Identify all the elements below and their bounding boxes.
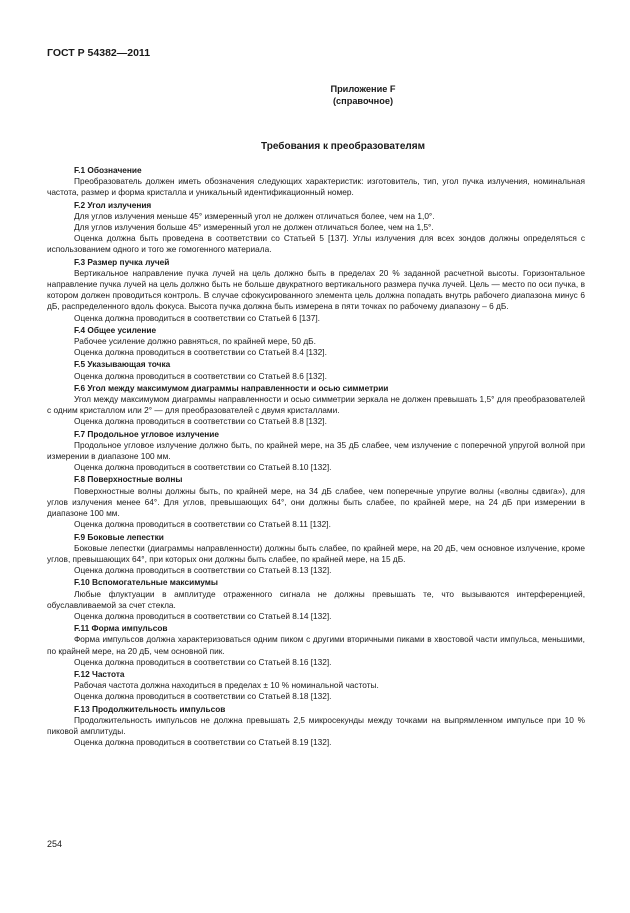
- paragraph: Оценка должна проводиться в соответствии со Статьей 8.6 [132].: [74, 370, 327, 381]
- paragraph: Форма импульсов должна характеризоваться одним пиком с другими вторичными пиками в хвостовой части импульса, меньшими, по крайней мере, на 20 дБ, чем основной пик.: [47, 634, 585, 656]
- paragraph: Любые флуктуации в амплитуде отраженного сигнала не должны превышать те, что вызываются интерференцией, обуславливаемой за счет стекла.: [47, 588, 585, 610]
- section-title: F.13 Продолжительность импульсов: [74, 703, 226, 714]
- section-title: F.7 Продольное угловое излучение: [74, 428, 219, 439]
- section-title: F.4 Общее усиление: [74, 324, 157, 335]
- section: [47, 669, 585, 703]
- section: [47, 359, 585, 381]
- paragraph: Рабочее усиление должно равняться, по крайней мере, 50 дБ.: [74, 336, 316, 347]
- paragraph: Поверхностные волны должны быть, по крайней мере, на 34 дБ слабее, чем поперечные упругие волны («волны сдвига»), для углов излучения менее 64°. Для углов, превышающих 64°, они должны быть слабее, по крайней мере, на 24 дБ при измерении в диапазоне 100 мм.: [47, 485, 585, 519]
- section: [47, 200, 585, 256]
- page-title: Требования к преобразователям: [261, 141, 425, 152]
- paragraph: Оценка должна проводиться в соответствии со Статьей 8.11 [132].: [74, 519, 331, 530]
- section-title: F.2 Угол излучения: [74, 199, 152, 210]
- paragraph: Угол между максимумом диаграммы направленности и осью симметрии зеркала не должен превышать 1,5° для преобразователей с одним кристаллом или 2° — для преобразователей с двумя кристаллами.: [47, 394, 585, 416]
- paragraph: Оценка должна проводиться в соответствии со Статьей 8.19 [132].: [74, 737, 332, 748]
- section: [47, 704, 585, 749]
- paragraph: Вертикальное направление пучка лучей на цель должно быть в пределах 20 % заданной расчетной высоты. Горизонтальное направление пучка лучей на цель должно быть не больше двукратного вертикального размера пучка лучей. Цель — место по оси пучка, в котором должен проводиться контроль. В случае сфокусированного элемента цель должна попадать внутрь рабочего диапазона минус 6 дБ, распределенного вдоль фокуса. Высота пучка должна быть измерена в пяти точках по рабочему диапазону – 6 дБ.: [47, 267, 585, 312]
- paragraph: Для углов излучения меньше 45° измеренный угол не должен отличаться более, чем на 1,0°.: [74, 210, 435, 221]
- section-title: F.9 Боковые лепестки: [74, 531, 164, 542]
- section-title: F.12 Частота: [74, 668, 125, 679]
- annex-type: (справочное): [332, 96, 393, 106]
- paragraph: Продолжительность импульсов не должна превышать 2,5 микросекунды между точками на выпрямленном импульсе при 10 % пиковой амплитуды.: [47, 714, 585, 736]
- paragraph: Оценка должна проводиться в соответствии со Статьей 8.8 [132].: [74, 416, 327, 427]
- paragraph: Оценка должна проводиться в соответствии со Статьей 8.13 [132].: [74, 565, 332, 576]
- section: [47, 383, 585, 428]
- annex-heading: [0, 83, 630, 107]
- paragraph: Оценка должна проводиться в соответствии со Статьей 8.14 [132].: [74, 610, 332, 621]
- paragraph: Оценка должна проводиться в соответствии со Статьей 8.16 [132].: [74, 656, 332, 667]
- section: [47, 532, 585, 577]
- paragraph: Оценка должна проводиться в соответствии со Статьей 8.10 [132].: [74, 462, 332, 473]
- paragraph: Боковые лепестки (диаграммы направленности) должны быть слабее, по крайней мере, на 20 дБ, чем основное излучение, кроме углов, превышающих 64°, при которых они должны быть слабее, по крайней мере, на 15 дБ.: [47, 542, 585, 564]
- section-title: F.1 Обозначение: [74, 165, 142, 175]
- section-title: F.3 Размер пучка лучей: [74, 256, 170, 267]
- section-title: F.5 Указывающая точка: [74, 359, 171, 370]
- paragraph: Оценка должна проводиться в соответствии со Статьей 8.4 [132].: [74, 347, 327, 358]
- section-title: F.8 Поверхностные волны: [74, 474, 183, 485]
- section-title: F.11 Форма импульсов: [74, 623, 168, 634]
- section: [47, 165, 585, 199]
- paragraph: Оценка должна быть проведена в соответствии со Статьей 5 [137]. Углы излучения для всех зондов должны определяться с использованием одного и того же гомогенного материала.: [47, 233, 585, 255]
- section: [47, 474, 585, 530]
- section-title: F.10 Вспомогательные максимумы: [74, 577, 218, 588]
- section: [47, 429, 585, 474]
- section: [47, 577, 585, 622]
- paragraph: Для углов излучения больше 45° измеренный угол не должен отличаться более, чем на 1,5°.: [74, 222, 434, 233]
- section-title: F.6 Угол между максимумом диаграммы направленности и осью симметрии: [74, 382, 389, 393]
- paragraph: Преобразователь должен иметь обозначения следующих характеристик: изготовитель, тип, угол пучка излучения, номинальная частота, размер и форма кристалла и уникальный идентификационный номер.: [47, 176, 585, 198]
- document-header: ГОСТ Р 54382—2011: [47, 47, 151, 59]
- annex-label: Приложение F: [330, 84, 396, 94]
- document-body: [47, 164, 585, 748]
- paragraph: Оценка должна проводиться в соответствии со Статьей 6 [137].: [74, 312, 320, 323]
- paragraph: Продольное угловое излучение должно быть, по крайней мере, на 35 дБ слабее, чем излучение с поперечной упругой волной при измерении в диапазоне 100 мм.: [47, 439, 585, 462]
- paragraph: Оценка должна проводиться в соответствии со Статьей 8.18 [132].: [74, 691, 332, 702]
- section: [47, 257, 585, 324]
- page-number: 254: [47, 839, 63, 849]
- paragraph: Рабочая частота должна находиться в пределах ± 10 % номинальной частоты.: [74, 680, 379, 691]
- section: [47, 623, 585, 668]
- section: [47, 325, 585, 359]
